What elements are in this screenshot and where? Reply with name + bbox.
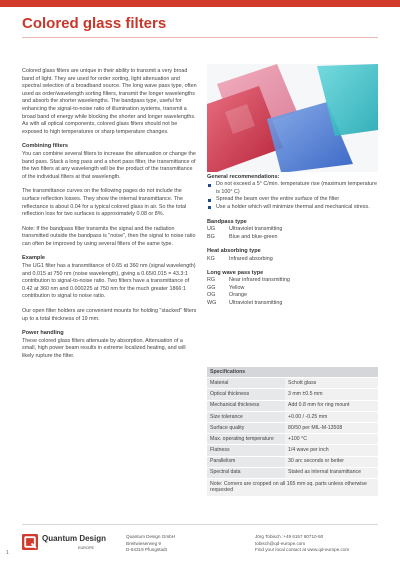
filter-code: UG xyxy=(207,226,216,233)
address-line: Quantum Design GmbH xyxy=(126,534,176,539)
heat-heading: Heat absorbing type xyxy=(207,248,261,255)
longwave-group xyxy=(207,270,378,307)
table-row xyxy=(207,411,378,422)
filter-glass-photo xyxy=(207,64,378,172)
quantum-design-logo xyxy=(22,533,107,555)
footer-address xyxy=(126,534,175,554)
bandpass-group xyxy=(207,219,378,241)
power-heading: Power handling xyxy=(22,330,64,337)
recommendation-item: Do not exceed a 5° C/min. temperature rise (maximum temperature is 100° C) xyxy=(207,181,378,196)
example-text: The UG1 filter has a transmittance of 0.65 at 360 nm (signal wavelength) and 0.015 at 750 nm (noise wavelength), giving a 0.65/0.015 = 43.3:1 contribution to signal-to-noise ratio. Two filters have a transmittance of 0.42 at 360 nm and 0.000225 at 750 nm for the much greater 1866:1 contribution to signal to noise ratio. xyxy=(22,263,196,300)
recommendations-list xyxy=(207,181,378,211)
recommendation-item: Spread the beam over the entire surface of the filter xyxy=(207,196,378,203)
recommendations-heading: General recommendations: xyxy=(207,174,280,180)
spec-key: Material xyxy=(207,378,285,389)
filter-code: GG xyxy=(207,284,216,291)
contact-website[interactable]: Find your local contact at www.qd-europe.com xyxy=(255,547,350,553)
spec-key: Flatness xyxy=(207,445,285,456)
power-text: These colored glass filters attenuate by absorption. Attenuation of a small, high power beam results in extreme localized heating, and will likely rupture the filter. xyxy=(22,337,186,359)
holders-paragraph: Our open filter holders are convenient mounts for holding "stacked" filters up to a total thickness of 19 mm. xyxy=(22,308,197,322)
heat-group xyxy=(207,248,378,263)
spec-value: 80/50 per MIL-M-13508 xyxy=(285,422,378,433)
table-row xyxy=(207,422,378,433)
transmittance-paragraph: The transmittance curves on the following pages do not include the surface reflection losses. They show the internal transmittance. The reflectance is about 0.04 for a typical colored glass in air. So the total reflection loss for two surfaces is approximately 0.08 or 8%. xyxy=(22,188,187,218)
filter-type-row xyxy=(207,277,378,284)
spec-value: Stated as internal transmittance xyxy=(285,467,378,478)
filter-type-row xyxy=(207,300,378,307)
contact-email[interactable]: tobisch@qd-europe.com xyxy=(255,540,306,546)
spec-key: Surface quality xyxy=(207,422,285,433)
filter-desc: Infrared absorbing xyxy=(229,255,273,262)
footer-divider xyxy=(22,524,378,525)
table-note-row xyxy=(207,478,378,496)
filter-desc: Orange xyxy=(229,292,247,299)
filter-type-row xyxy=(207,292,378,299)
bandpass-heading: Bandpass type xyxy=(207,219,247,226)
left-column xyxy=(22,68,197,368)
specifications-heading: Specifications xyxy=(207,367,378,378)
table-row xyxy=(207,378,378,389)
note-paragraph: Note: If the bandpass filter transmits the signal and the radiation transmitted outside the bandpass is "noise", then the signal to noise ratio can often be improved by using several filters of the same type. xyxy=(22,225,196,247)
table-row xyxy=(207,389,378,400)
filter-code: RG xyxy=(207,277,216,284)
spec-key: Max. operating temperature xyxy=(207,434,285,445)
page-title: Colored glass filters xyxy=(22,15,167,32)
spec-key: Parallelism xyxy=(207,456,285,467)
table-row xyxy=(207,434,378,445)
spec-key: Size tolerance xyxy=(207,411,285,422)
table-row xyxy=(207,445,378,456)
logo-subtitle: EUROPE xyxy=(78,546,95,550)
filter-glass-illustration xyxy=(207,64,378,172)
spec-value: Add 0.8 mm for ring mount xyxy=(285,400,378,411)
page-number: 1 xyxy=(6,550,9,556)
spec-key: Spectral data xyxy=(207,467,285,478)
filter-code: OG xyxy=(207,292,216,299)
filter-code: BG xyxy=(207,233,215,240)
address-line: Breitwieserweg 9 xyxy=(126,540,161,546)
spec-key: Mechanical thickness xyxy=(207,400,285,411)
footer-contact xyxy=(255,534,349,554)
filter-desc: Ultraviolet transmitting xyxy=(229,226,283,233)
address-line: D-64319 Pfungstadt xyxy=(126,547,167,553)
right-column xyxy=(207,174,378,314)
top-accent-bar xyxy=(0,0,400,7)
specifications-note: Note: Corners are cropped on all 165 mm sq. parts unless otherwise requested xyxy=(207,478,378,496)
table-row xyxy=(207,467,378,478)
filter-code: WG xyxy=(207,299,217,306)
table-row xyxy=(207,400,378,411)
combining-heading: Combining filters xyxy=(22,143,68,150)
intro-paragraph: Colored glass filters are unique in their ability to transmit a very broad band of light. They are used for order sorting, light attenuation and spectral selection of a broadband source. The long wave pass type, often used as order/wavelength sorting filters, transmit the longer wavelengths and absorb the shorter wavelengths. The bandpass type, useful for enhancing the signal-to-noise ratio of illumination systems, transmit a broad band of energy while blocking the shorter and longer wavelengths. As with all optical components, colored glass filters should not be exposed to high temperatures or sharp temperature changes. xyxy=(22,68,197,135)
logo-name: Quantum Design xyxy=(42,534,107,543)
filter-type-row xyxy=(207,234,378,241)
title-divider xyxy=(22,37,378,38)
example-section xyxy=(22,255,197,301)
table-header-row xyxy=(207,367,378,378)
spec-value: 1/4 wave per inch xyxy=(285,445,378,456)
filter-desc: Yellow xyxy=(229,284,245,291)
filter-code: KG xyxy=(207,255,215,262)
filter-desc: Blue and blue-green xyxy=(229,233,278,240)
filter-desc: Near infrared transmitting xyxy=(229,277,290,284)
spec-value: 3 mm ±0.5 mm xyxy=(285,389,378,400)
longwave-heading: Long wave pass type xyxy=(207,270,264,277)
filter-type-row xyxy=(207,285,378,292)
spec-value: +0.00 / -0.25 mm xyxy=(285,411,378,422)
spec-value: 30 arc seconds or better xyxy=(285,456,378,467)
quantum-design-logo-icon xyxy=(22,534,38,550)
power-section xyxy=(22,330,197,360)
recommendation-item: Use a holder which will minimize thermal and mechanical stress. xyxy=(207,204,378,211)
spec-value: +100 °C xyxy=(285,434,378,445)
spec-value: Schott glass xyxy=(285,378,378,389)
contact-phone: Jörg Tobisch :+49 6157 80710-50 xyxy=(255,534,324,539)
example-heading: Example xyxy=(22,255,46,262)
filter-type-row xyxy=(207,226,378,233)
filter-desc: Ultraviolet transmitting xyxy=(229,299,283,306)
combining-section xyxy=(22,143,197,181)
specifications-table xyxy=(207,367,378,497)
spec-key: Optical thickness xyxy=(207,389,285,400)
table-row xyxy=(207,456,378,467)
combining-text: You can combine several filters to increase the attenuation or change the band pass. Stack a long pass and a short pass filter, the transmittance of the two filters at any wavelength will be the product of the transmittance of the individual filters at that wavelength. xyxy=(22,150,196,180)
filter-type-row xyxy=(207,256,378,263)
